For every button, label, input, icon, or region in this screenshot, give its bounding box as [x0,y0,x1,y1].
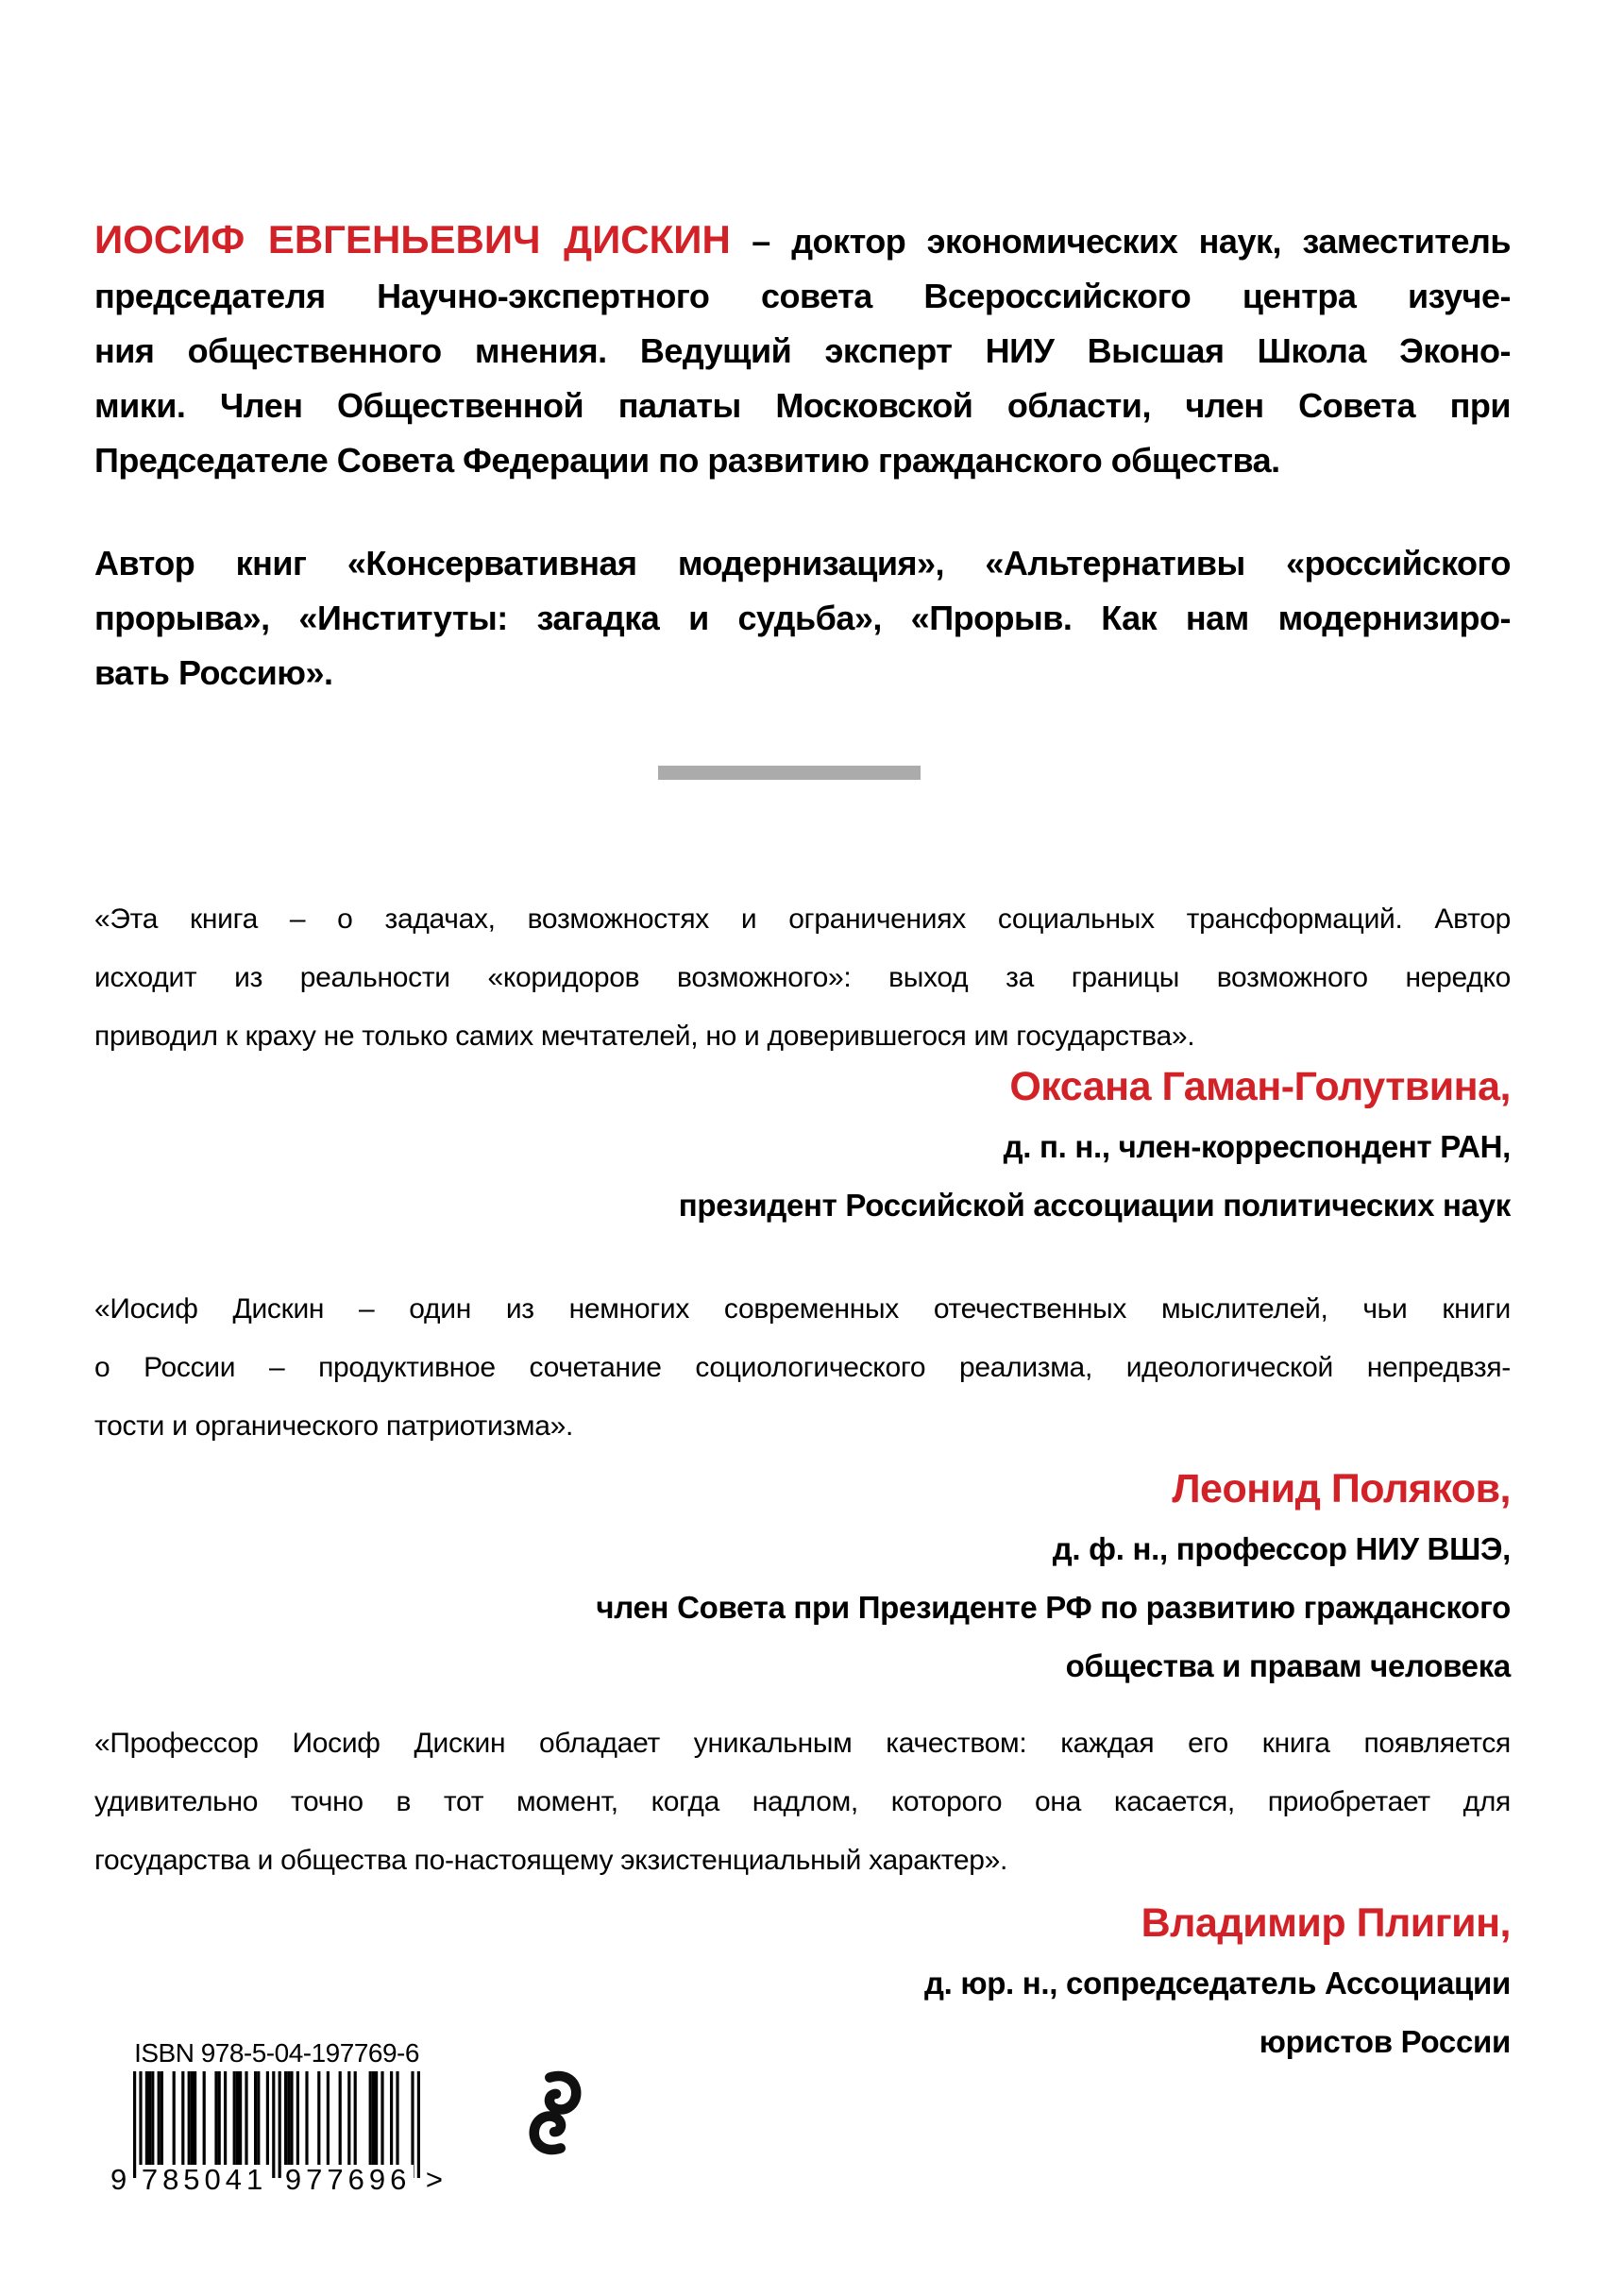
text-line: тости и органического патриотизма». [94,1410,574,1442]
text-line: вать Россию». [94,653,333,692]
text-line: исходит из реальности «коридоров возможного»: выход за границы возможного нередко [94,962,1511,993]
reviewer-role-line: д. п. н., член-корреспондент РАН, [1003,1129,1511,1164]
reviewer-role-line: общества и правам человека [1065,1648,1511,1683]
author-books [94,536,1511,701]
author-bio [94,212,1511,488]
bio-line-rest: – доктор экономических наук, заместитель [730,222,1511,261]
reviewer-name: Владимир Плигин, [1141,1900,1511,1946]
quote-1 [94,890,1511,1066]
text-line: мики. Член Общественной палаты Московской области, член Совета при [94,386,1511,425]
eksmo-swirl-icon [528,2069,583,2156]
barcode-digit-group1: 785041 [139,2165,270,2195]
text-line: Председателе Совета Федерации по развитию гражданского общества. [94,441,1280,480]
text-line: Автор книг «Консервативная модернизация», «Альтернативы «российского [94,544,1511,582]
quote-1-attribution [94,1059,1511,1235]
isbn-label: ISBN 978-5-04-197769-6 [134,2038,419,2068]
text-line: «Профессор Иосиф Дискин обладает уникальным качеством: каждая его книга появляется [94,1728,1511,1759]
reviewer-name: Оксана Гаман-Голутвина, [1009,1064,1511,1109]
reviewer-role-line: член Совета при Президенте РФ по развитию гражданского [596,1590,1511,1625]
barcode-suffix: > [425,2163,443,2196]
reviewer-name: Леонид Поляков, [1172,1466,1511,1511]
quote-2-attribution [94,1461,1511,1696]
barcode-digit-group2: 977696 [282,2165,414,2195]
reviewer-role-line: д. юр. н., сопредседатель Ассоциации [923,1966,1511,2001]
text-line: удивительно точно в тот момент, когда надлом, которого она касается, приобретает для [94,1786,1511,1817]
reviewer-role-line: д. ф. н., профессор НИУ ВШЭ, [1052,1531,1511,1566]
quote-3 [94,1714,1511,1890]
author-name: ИОСИФ ЕВГЕНЬЕВИЧ ДИСКИН [94,217,731,262]
reviewer-role-line: президент Российской ассоциации политических наук [678,1188,1511,1223]
text-line: государства и общества по-настоящему экзистенциальный характер». [94,1845,1008,1876]
reviewer-role-line: юристов России [1259,2024,1511,2059]
quote-2 [94,1280,1511,1456]
barcode-digits [109,2165,445,2195]
section-divider [658,766,921,780]
text-line: о России – продуктивное сочетание социологического реализма, идеологической непредвзя- [94,1352,1511,1383]
isbn-barcode-block [109,2037,445,2195]
publisher-logo [528,2069,583,2161]
text-line: ния общественного мнения. Ведущий эксперт НИУ Высшая Школа Эконо- [94,331,1511,370]
barcode-digit-first: 9 [110,2163,127,2196]
text-line [94,212,1511,269]
text-line: приводил к краху не только самих мечтателей, но и доверившегося им государства». [94,1021,1195,1052]
text-line: «Эта книга – о задачах, возможностях и ограничениях социальных трансформаций. Автор [94,903,1511,935]
text-line: «Иосиф Дискин – один из немногих современных отечественных мыслителей, чьи книги [94,1293,1511,1325]
text-line: председателя Научно-экспертного совета Всероссийского центра изуче- [94,277,1511,315]
text-line: прорыва», «Институты: загадка и судьба», «Прорыв. Как нам модернизиро- [94,599,1511,637]
